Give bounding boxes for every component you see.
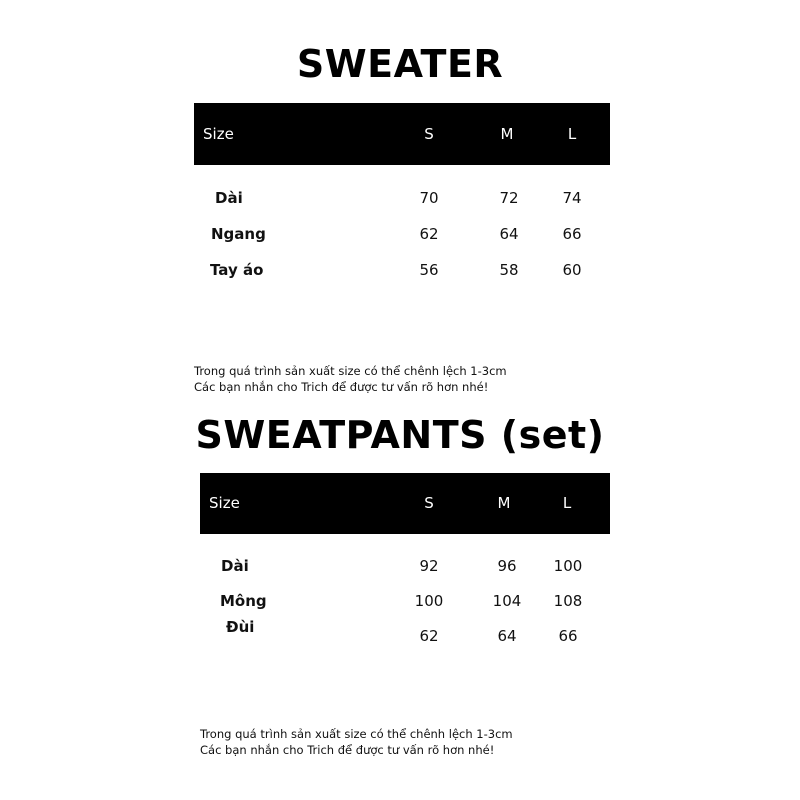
header-size-l: L	[567, 125, 577, 143]
sweatpants-length-m: 96	[497, 557, 517, 575]
sweater-size-header	[194, 103, 610, 165]
header-size-s: S	[424, 494, 434, 512]
sweatpants-hip-s: 100	[414, 592, 444, 610]
sweatpants-thigh-s: 62	[419, 627, 439, 645]
sweatpants-row-label-hip: Mông	[220, 592, 267, 610]
sweater-note-line1: Trong quá trình sản xuất size có thể chênh lệch 1-3cm	[194, 364, 507, 378]
header-size-label: Size	[203, 125, 234, 143]
sweatpants-hip-m: 104	[492, 592, 522, 610]
sweatpants-size-header	[200, 473, 610, 534]
header-size-s: S	[424, 125, 434, 143]
sweatpants-note-line2: Các bạn nhắn cho Trich để được tư vấn rõ hơn nhé!	[200, 743, 495, 757]
sweater-title: SWEATER	[296, 42, 504, 86]
sweater-length-s: 70	[419, 189, 439, 207]
header-size-label: Size	[209, 494, 240, 512]
sweater-note-line2: Các bạn nhắn cho Trich để được tư vấn rõ hơn nhé!	[194, 380, 489, 394]
sweatpants-row-label-thigh: Đùi	[226, 618, 255, 636]
sweater-length-l: 74	[562, 189, 582, 207]
header-size-m: M	[497, 494, 511, 512]
sweatpants-thigh-m: 64	[497, 627, 517, 645]
sweatpants-hip-l: 108	[553, 592, 583, 610]
sweatpants-row-label-length: Dài	[221, 557, 249, 575]
sweater-length-m: 72	[499, 189, 519, 207]
sweatpants-title: SWEATPANTS (set)	[195, 413, 605, 457]
sweater-sleeve-l: 60	[562, 261, 582, 279]
sweater-width-s: 62	[419, 225, 439, 243]
sweatpants-length-s: 92	[419, 557, 439, 575]
sweatpants-note-line1: Trong quá trình sản xuất size có thể chênh lệch 1-3cm	[200, 727, 513, 741]
sweatpants-length-l: 100	[553, 557, 583, 575]
sweater-sleeve-m: 58	[499, 261, 519, 279]
sweatpants-thigh-l: 66	[558, 627, 578, 645]
header-size-m: M	[500, 125, 514, 143]
sweater-row-label-length: Dài	[215, 189, 243, 207]
sweater-width-l: 66	[562, 225, 582, 243]
sweater-width-m: 64	[499, 225, 519, 243]
sweater-row-label-width: Ngang	[211, 225, 266, 243]
sweater-sleeve-s: 56	[419, 261, 439, 279]
header-size-l: L	[562, 494, 572, 512]
sweater-row-label-sleeve: Tay áo	[210, 261, 264, 279]
